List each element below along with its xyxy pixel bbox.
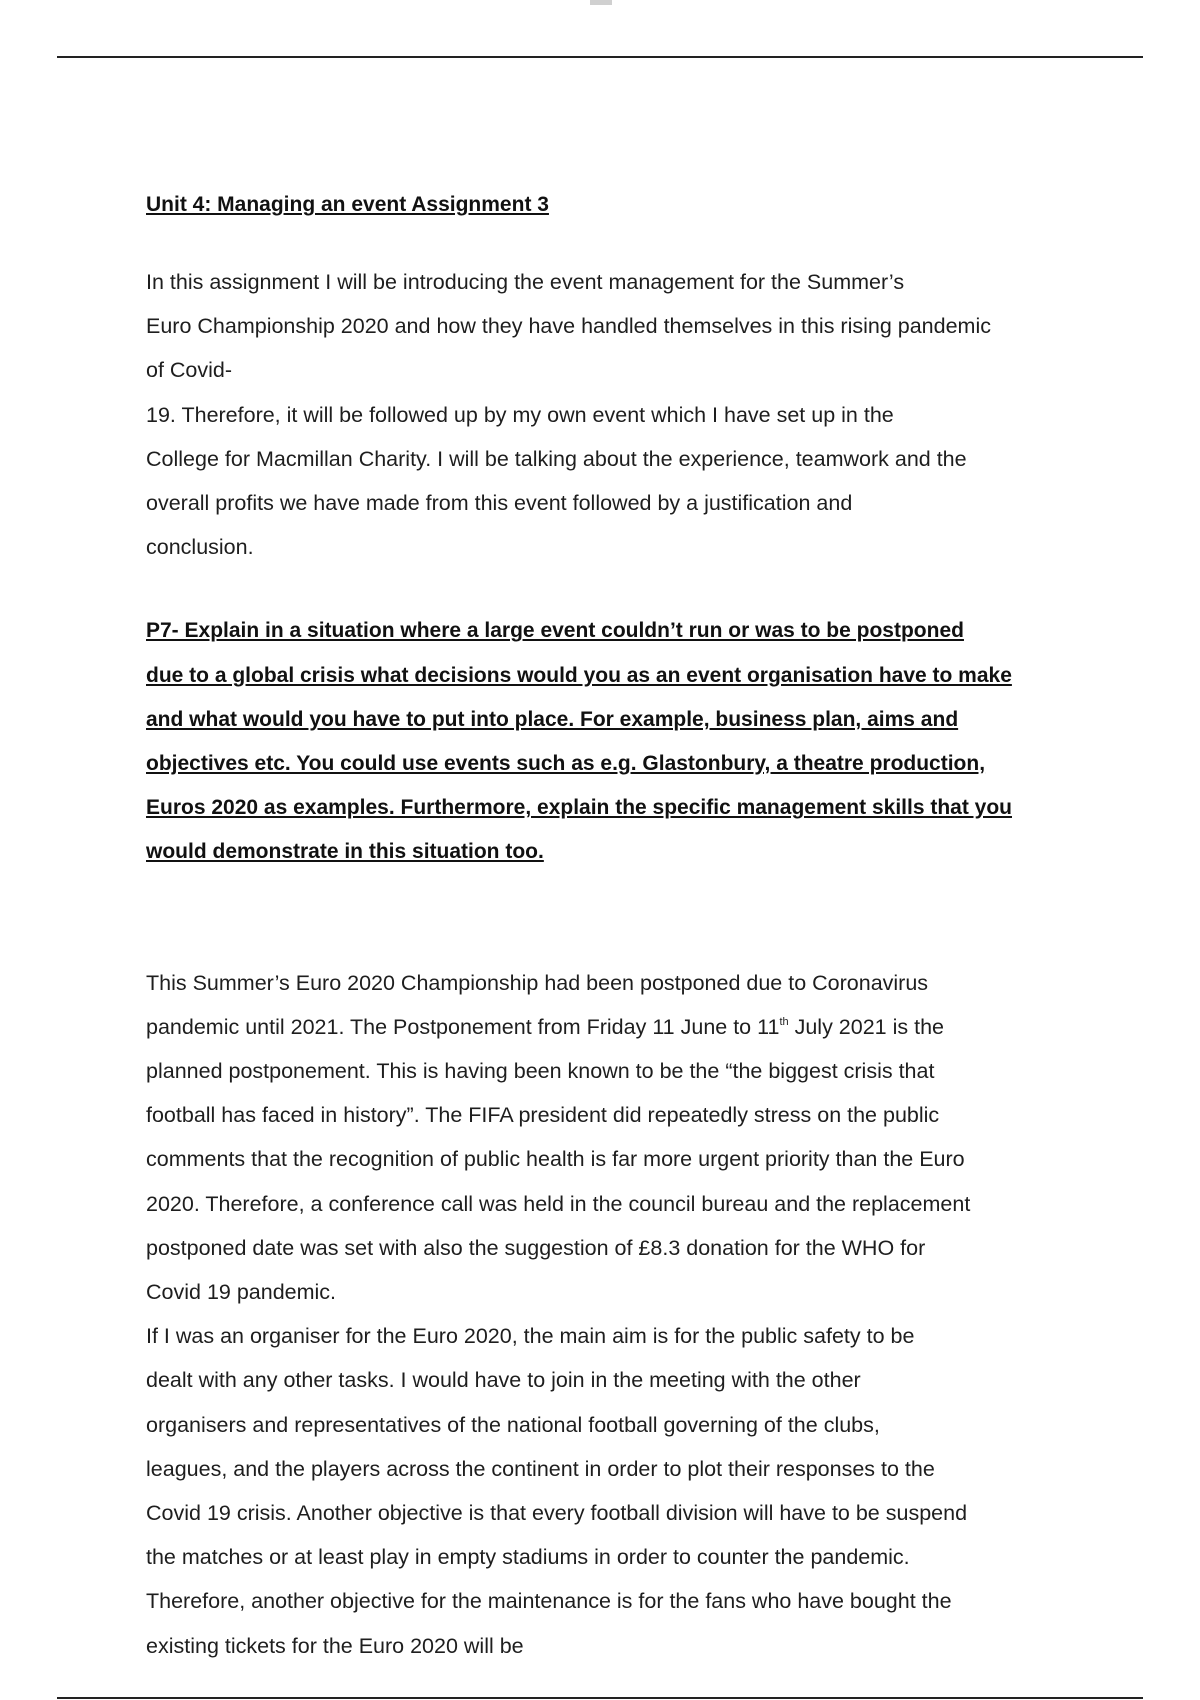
body-paragraph: [146, 961, 1056, 1668]
question-line: and what would you have to put into place. For example, business plan, aims and: [146, 707, 959, 731]
header-rule: [57, 56, 1143, 58]
body-line-text: pandemic until 2021. The Postponement from Friday 11 June to 11: [146, 1014, 780, 1039]
ordinal-superscript: th: [779, 1015, 789, 1028]
body-line: Covid 19 crisis. Another objective is that every football division will have to be suspend: [146, 1501, 968, 1526]
body-line: dealt with any other tasks. I would have to join in the meeting with the other: [146, 1368, 861, 1393]
body-line: planned postponement. This is having been known to be the “the biggest crisis that: [146, 1059, 935, 1084]
body-line: If I was an organiser for the Euro 2020, the main aim is for the public safety to be: [146, 1324, 915, 1349]
question-line: due to a global crisis what decisions would you as an event organisation have to make: [146, 663, 1012, 687]
intro-line: 19. Therefore, it will be followed up by my own event which I have set up in the: [146, 402, 894, 427]
body-line: organisers and representatives of the national football governing of the clubs,: [146, 1412, 880, 1437]
body-line: Covid 19 pandemic.: [146, 1280, 337, 1305]
body-line: football has faced in history”. The FIFA president did repeatedly stress on the public: [146, 1103, 940, 1128]
body-line: Therefore, another objective for the maintenance is for the fans who have bought the: [146, 1589, 952, 1614]
intro-line: conclusion.: [146, 535, 254, 560]
page-title: Unit 4: Managing an event Assignment 3: [146, 193, 549, 216]
document-body: [146, 180, 1056, 1668]
intro-line: In this assignment I will be introducing the event management for the Summer’s: [146, 270, 905, 294]
question-line: would demonstrate in this situation too.: [146, 840, 544, 864]
body-line: This Summer’s Euro 2020 Championship had been postponed due to Coronavirus: [146, 970, 929, 995]
page-top-marker: [590, 0, 612, 5]
intro-line: College for Macmillan Charity. I will be talking about the experience, teamwork and the: [146, 446, 967, 471]
body-line: [146, 1005, 1056, 1049]
footer-rule: [57, 1697, 1143, 1699]
intro-line: of Covid-: [146, 358, 233, 383]
question-line: objectives etc. You could use events such as e.g. Glastonbury, a theatre production,: [146, 752, 986, 776]
body-line: 2020. Therefore, a conference call was held in the council bureau and the replacement: [146, 1191, 971, 1216]
body-line: postponed date was set with also the suggestion of £8.3 donation for the WHO for: [146, 1235, 926, 1260]
question-line: Euros 2020 as examples. Furthermore, explain the specific management skills that you: [146, 796, 1012, 820]
body-line: the matches or at least play in empty stadiums in order to counter the pandemic.: [146, 1545, 910, 1570]
intro-paragraph: [146, 260, 1056, 569]
body-line-text: July 2021 is the: [788, 1014, 944, 1039]
intro-line: Euro Championship 2020 and how they have handled themselves in this rising pandemic: [146, 314, 991, 339]
assignment-question: [146, 609, 1056, 874]
question-line: P7- Explain in a situation where a large event couldn’t run or was to be postponed: [146, 619, 964, 643]
body-line: leagues, and the players across the continent in order to plot their responses to the: [146, 1456, 935, 1481]
body-line: comments that the recognition of public health is far more urgent priority than the Euro: [146, 1147, 965, 1172]
body-line: existing tickets for the Euro 2020 will be: [146, 1633, 524, 1658]
intro-line: overall profits we have made from this event followed by a justification and: [146, 491, 853, 516]
